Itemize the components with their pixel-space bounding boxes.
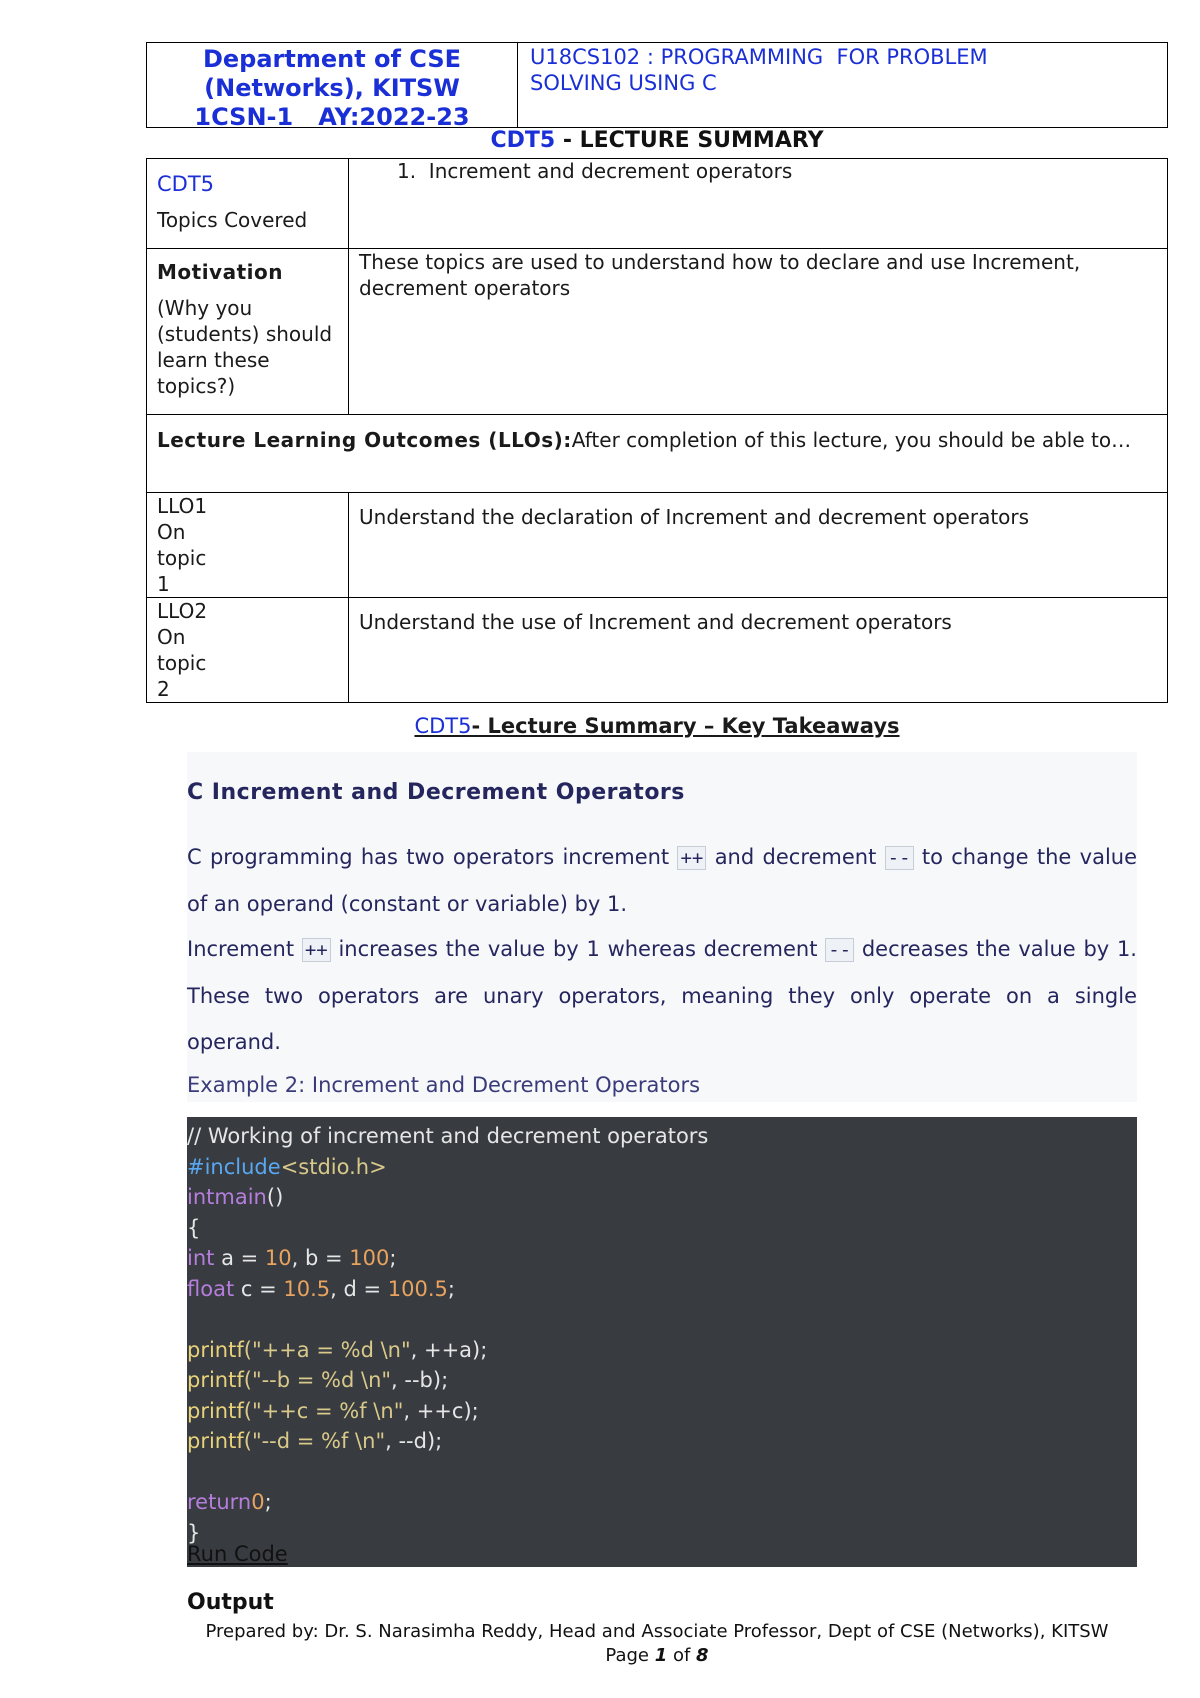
code-line-printf-d — [187, 1426, 1137, 1457]
code-number: 100.5 — [387, 1276, 448, 1301]
motivation-label: Motivation — [157, 260, 283, 284]
paragraph-1-part-b: and decrement — [706, 845, 885, 869]
paragraph-2-part-c: decreases the value by 1. These two operators are unary operators, meaning they only operate on a single operand. — [187, 937, 1137, 1054]
code-parens: () — [266, 1185, 284, 1209]
llo2-row — [147, 598, 1168, 703]
course-block — [518, 43, 1167, 127]
paragraph-1 — [187, 834, 1137, 927]
llo2-sub: On topic 2 — [157, 625, 207, 701]
llo1-code: LLO1 — [157, 494, 208, 518]
code-keyword: int — [187, 1246, 215, 1270]
topics-row — [147, 159, 1168, 249]
lecture-code: CDT5 — [490, 128, 556, 153]
code-number: 100 — [349, 1246, 390, 1270]
code-number: 0 — [251, 1490, 265, 1514]
code-text: c = — [234, 1276, 284, 1301]
code-function-call: printf — [187, 1398, 244, 1423]
llo2-code: LLO2 — [157, 599, 208, 623]
llo1-row — [147, 493, 1168, 598]
code-text: , --b); — [391, 1368, 449, 1392]
code-block — [187, 1117, 1137, 1567]
footer-prepared-by — [146, 1621, 1168, 1642]
increment-operator-code-2: ++ — [302, 938, 331, 962]
of-word: of — [667, 1645, 697, 1666]
code-string: ("--b = %d \n" — [243, 1368, 392, 1392]
llo-heading-row — [147, 415, 1168, 493]
code-line-include — [187, 1152, 1137, 1183]
code-text: , d = — [330, 1276, 388, 1301]
paragraph-2 — [187, 926, 1137, 1065]
code-line-blank — [187, 1457, 1137, 1488]
topic-item-1: 1. Increment and decrement operators — [397, 159, 793, 183]
code-line-blank — [187, 1304, 1137, 1335]
llo-heading-text: After completion of this lecture, you should be able to… — [571, 428, 1132, 452]
llo1-header-cell — [147, 493, 349, 598]
lecture-title-text: - LECTURE SUMMARY — [555, 128, 824, 153]
code-line-open-brace: { — [187, 1215, 201, 1240]
summary-table — [146, 158, 1168, 703]
motivation-header-cell — [147, 249, 349, 415]
academic-year: 1CSN-1 AY:2022-23 — [194, 103, 470, 131]
page-total: 8 — [696, 1645, 709, 1666]
code-text: , ++c); — [403, 1398, 479, 1423]
key-takeaways-code: CDT5 — [414, 714, 472, 738]
code-function-call: printf — [187, 1429, 244, 1453]
code-string: ("++c = %f \n" — [243, 1398, 404, 1423]
code-text: ; — [389, 1246, 397, 1270]
key-takeaways-heading — [146, 714, 1168, 738]
code-number: 10.5 — [283, 1276, 331, 1301]
code-line-comment: // Working of increment and decrement operators — [187, 1124, 709, 1148]
code-keyword: float — [187, 1276, 235, 1301]
code-text: ; — [264, 1490, 272, 1514]
code-line-float-decl — [187, 1274, 1137, 1305]
code-text: , --d); — [385, 1429, 443, 1453]
content-title: C Increment and Decrement Operators — [187, 780, 685, 805]
code-text: , b = — [291, 1246, 350, 1270]
motivation-text: These topics are used to understand how to declare and use Increment, decrement operators — [349, 249, 1168, 415]
page-word: Page — [605, 1645, 655, 1666]
topics-code: CDT5 — [157, 172, 215, 196]
topics-header-cell — [147, 159, 349, 249]
page-current: 1 — [654, 1645, 668, 1666]
code-keyword: return — [187, 1490, 252, 1514]
prepared-by-label: Prepared by: — [205, 1621, 319, 1642]
topics-label: Topics Covered — [157, 208, 308, 232]
code-line-return — [187, 1487, 1137, 1518]
department-line-1: Department of CSE — [202, 45, 462, 73]
paragraph-2-part-a: Increment — [187, 937, 302, 961]
code-string: ("--d = %f \n" — [243, 1429, 386, 1453]
llo1-text: Understand the declaration of Increment and decrement operators — [349, 493, 1168, 598]
example-title: Example 2: Increment and Decrement Operators — [187, 1073, 701, 1097]
decrement-operator-code: -- — [885, 846, 914, 870]
code-line-int-decl — [187, 1243, 1137, 1274]
key-takeaways-text: - Lecture Summary – Key Takeaways — [471, 714, 900, 738]
decrement-operator-code-2: -- — [825, 938, 854, 962]
code-line-printf-b — [187, 1365, 1137, 1396]
code-number: 10 — [264, 1246, 292, 1270]
code-text: ; — [447, 1276, 455, 1301]
llo-heading-cell — [147, 415, 1168, 493]
prepared-by-text: Dr. S. Narasimha Reddy, Head and Associate Professor, Dept of CSE (Networks), KITSW — [318, 1621, 1109, 1642]
course-line-2: SOLVING USING C — [530, 71, 717, 95]
llo1-sub: On topic 1 — [157, 520, 207, 596]
code-text: , ++a); — [410, 1337, 488, 1362]
code-function-call: printf — [187, 1337, 244, 1362]
code-line-close-brace: } — [187, 1520, 201, 1545]
motivation-row — [147, 249, 1168, 415]
paragraph-1-part-c: to change the value of an operand (constant or variable) by 1. — [187, 845, 1138, 916]
code-string: ("++a = %d \n" — [243, 1337, 411, 1362]
code-keyword: int — [187, 1185, 215, 1209]
paragraph-2-part-b: increases the value by 1 whereas decrement — [330, 937, 826, 961]
llo2-header-cell — [147, 598, 349, 703]
department-block — [147, 43, 518, 131]
document-header — [146, 42, 1168, 131]
run-code-link[interactable]: Run Code — [187, 1542, 288, 1566]
paragraph-1-part-a: C programming has two operators increment — [187, 845, 678, 869]
output-heading: Output — [187, 1590, 274, 1615]
code-line-printf-a — [187, 1335, 1137, 1366]
code-line-main — [187, 1182, 1137, 1213]
footer-page-number — [146, 1645, 1168, 1666]
course-line-1: U18CS102 : PROGRAMMING FOR PROBLEM — [530, 45, 988, 69]
code-function-call: printf — [187, 1368, 244, 1392]
code-preprocessor: #include — [187, 1154, 281, 1179]
code-text: a = — [214, 1246, 265, 1270]
increment-operator-code: ++ — [677, 846, 706, 870]
code-function-name: main — [214, 1185, 267, 1209]
lecture-title — [146, 128, 1168, 153]
topics-content-cell — [349, 159, 1168, 249]
llo-heading-bold: Lecture Learning Outcomes (LLOs): — [157, 428, 572, 452]
code-header-name: <stdio.h> — [280, 1154, 387, 1179]
llo2-text: Understand the use of Increment and decrement operators — [349, 598, 1168, 703]
motivation-sub: (Why you (students) should learn these topics?) — [157, 296, 333, 398]
department-line-2: (Networks), KITSW — [204, 74, 460, 102]
code-line-printf-c — [187, 1396, 1137, 1427]
